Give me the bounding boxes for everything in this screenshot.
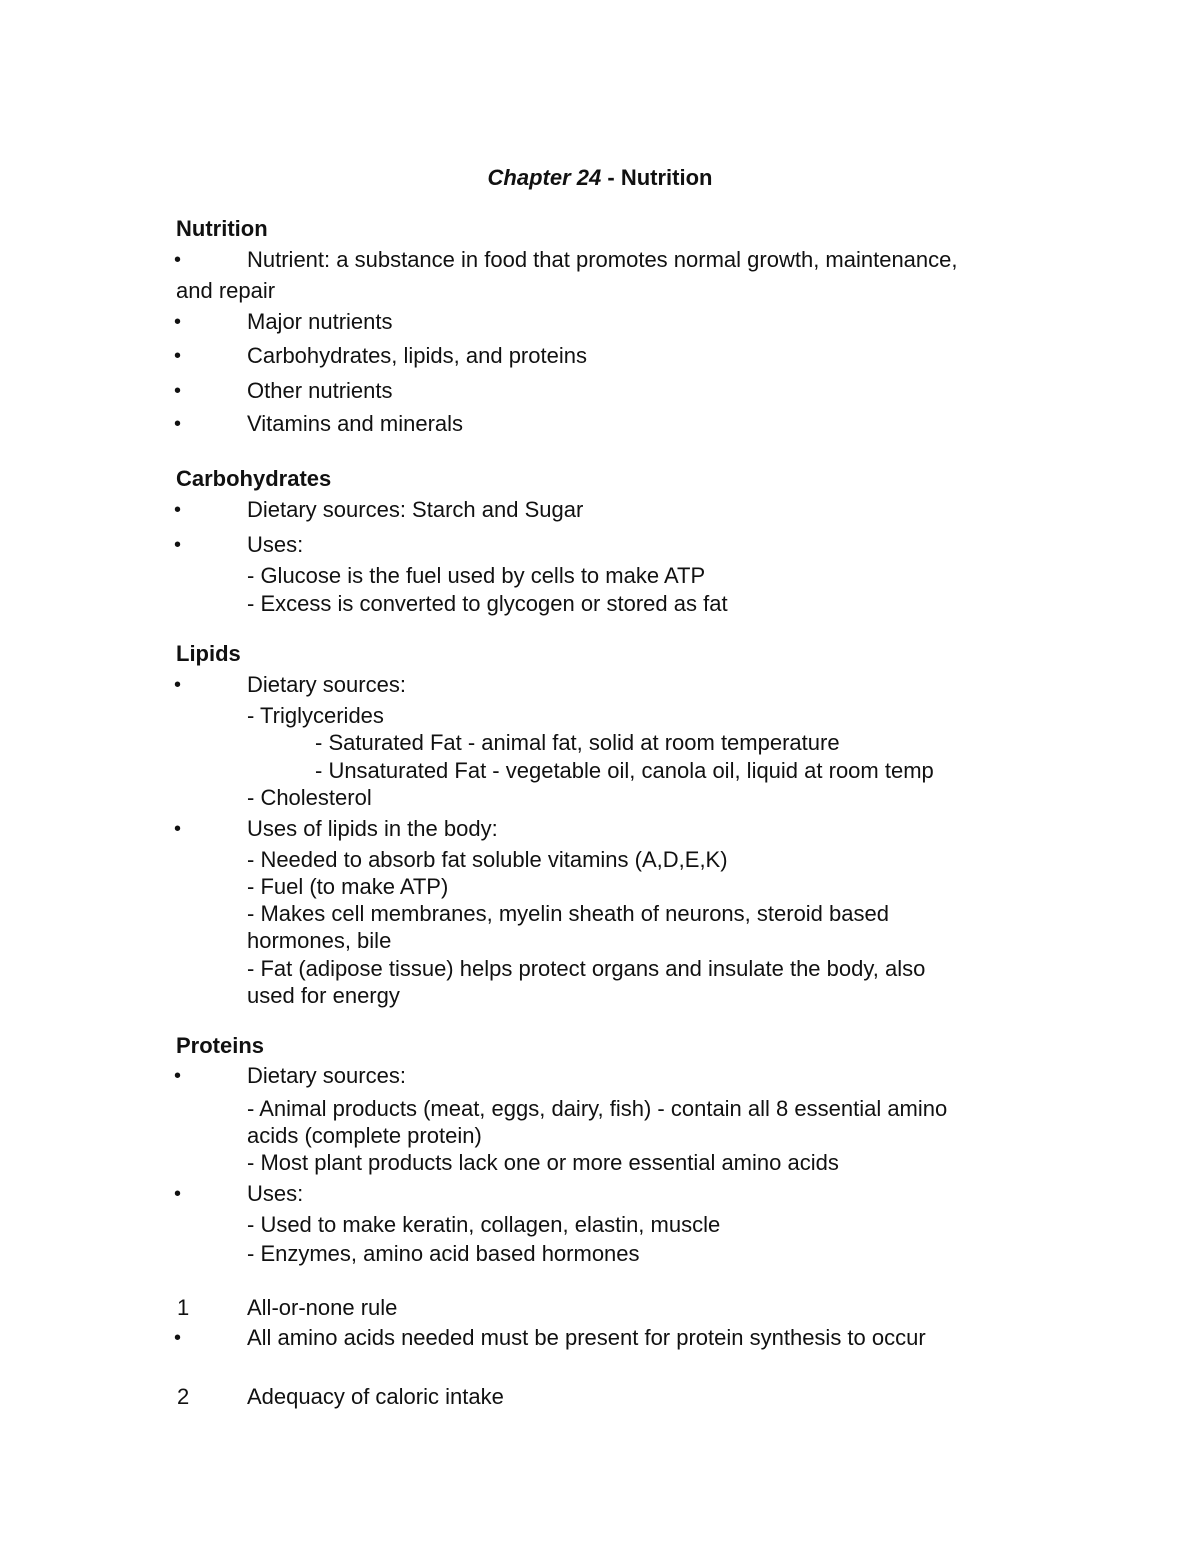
bullet-icon: • [174,1183,182,1205]
sub-item: - Excess is converted to glycogen or stored as fat [247,591,728,616]
section-heading-carbohydrates: Carbohydrates [176,466,332,491]
sub-item: - Most plant products lack one or more essential amino acids [247,1150,839,1175]
sub-item: - Animal products (meat, eggs, dairy, fish) - contain all 8 essential amino [247,1096,948,1121]
title-chapter: Chapter 24 [487,165,602,190]
rule-number: 2 [177,1384,190,1409]
list-item: Dietary sources: Starch and Sugar [247,497,584,522]
list-item: Major nutrients [247,309,393,334]
list-item: Vitamins and minerals [247,411,464,436]
section-heading-lipids: Lipids [176,641,241,666]
bullet-icon: • [174,1065,182,1087]
sub-item: - Cholesterol [247,785,372,810]
bullet-icon: • [174,249,182,271]
rule-item: Adequacy of caloric intake [247,1384,504,1409]
sub-item: - Enzymes, amino acid based hormones [247,1241,640,1266]
list-item: Nutrient: a substance in food that promotes normal growth, maintenance, [247,247,958,272]
sub-item: - Needed to absorb fat soluble vitamins (A,D,E,K) [247,847,728,872]
list-item-continuation: and repair [176,278,276,303]
list-item: Uses: [247,532,304,557]
sub-item-continuation: used for energy [247,983,400,1008]
sub-item: - Makes cell membranes, myelin sheath of neurons, steroid based [247,901,889,926]
bullet-icon: • [174,674,182,696]
section-heading-nutrition: Nutrition [176,216,268,241]
bullet-icon: • [174,818,182,840]
bullet-icon: • [174,345,182,367]
page-title [0,164,1200,192]
sub-sub-item: - Saturated Fat - animal fat, solid at room temperature [315,730,840,755]
sub-item: - Triglycerides [247,703,384,728]
sub-item-continuation: hormones, bile [247,928,392,953]
sub-item: - Fat (adipose tissue) helps protect organs and insulate the body, also [247,956,926,981]
rule-number: 1 [177,1295,190,1320]
sub-item: - Fuel (to make ATP) [247,874,449,899]
section-heading-proteins: Proteins [176,1033,265,1058]
list-item: Dietary sources: [247,1063,406,1088]
list-item: Uses of lipids in the body: [247,816,498,841]
title-separator: - [601,165,621,190]
sub-item: - Used to make keratin, collagen, elastin, muscle [247,1212,721,1237]
bullet-icon: • [174,380,182,402]
sub-item: - Glucose is the fuel used by cells to make ATP [247,563,706,588]
rule-item: All-or-none rule [247,1295,398,1320]
list-item: Other nutrients [247,378,393,403]
sub-item-continuation: acids (complete protein) [247,1123,482,1148]
list-item: All amino acids needed must be present for protein synthesis to occur [247,1325,926,1350]
list-item: Uses: [247,1181,304,1206]
bullet-icon: • [174,413,182,435]
sub-sub-item: - Unsaturated Fat - vegetable oil, canola oil, liquid at room temp [315,758,934,783]
title-subject: Nutrition [620,165,713,190]
bullet-icon: • [174,499,182,521]
list-item: Dietary sources: [247,672,406,697]
bullet-icon: • [174,534,182,556]
list-item: Carbohydrates, lipids, and proteins [247,343,587,368]
bullet-icon: • [174,1327,182,1349]
bullet-icon: • [174,311,182,333]
